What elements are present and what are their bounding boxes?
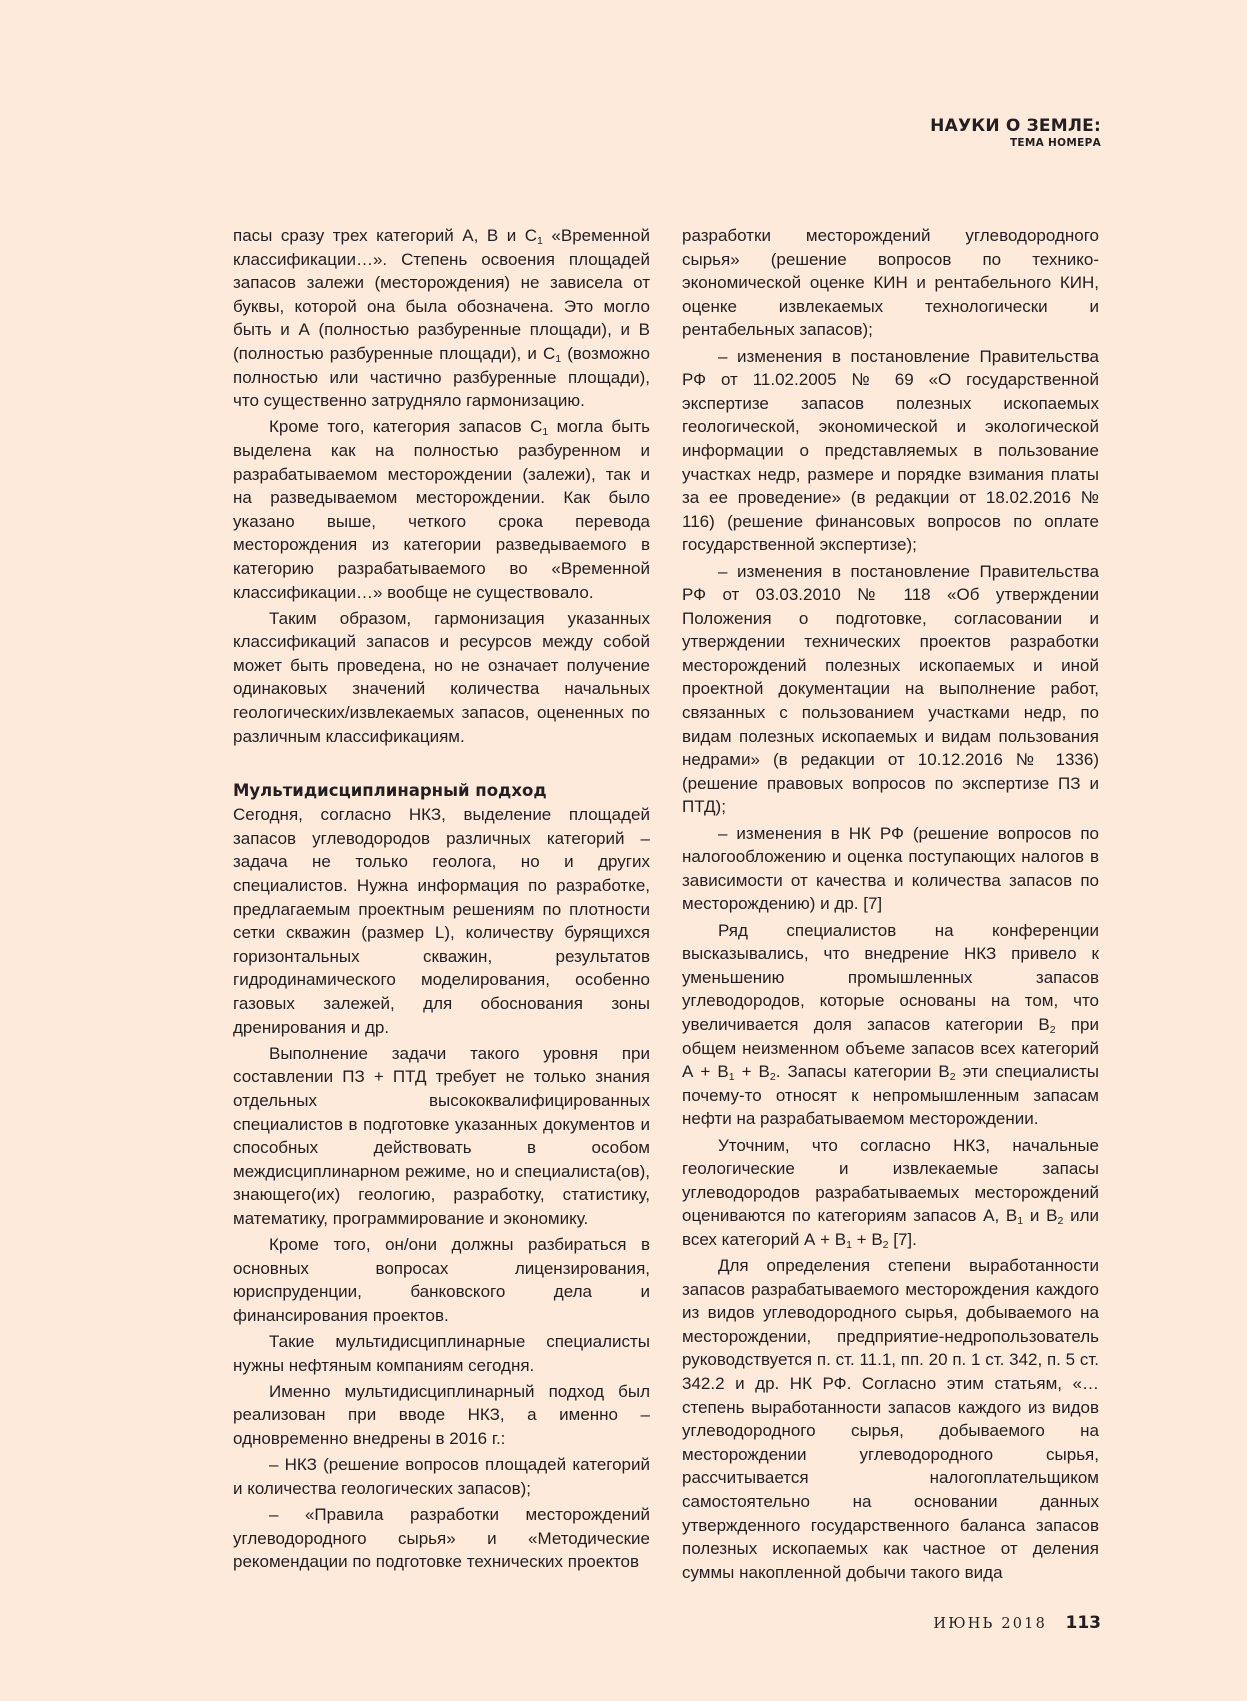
body-paragraph: – изменения в НК РФ (решение вопросов по налогообложению и оценка поступающих налогов в зависимости от качества и количества запасов по месторождению) и др. [7]: [682, 823, 1099, 914]
body-paragraph: Именно мультидисциплинарный подход был реализован при вводе НКЗ, а именно – одновременно внедрены в 2016 г.:: [233, 1381, 650, 1449]
body-paragraph: Кроме того, он/они должны разбираться в основных вопросах лицензирования, юриспруденции, банковского дела и финансирования проектов.: [233, 1235, 650, 1325]
body-paragraph: Кроме того, категория запасов $С_1$ могла быть выделена как на полностью разбуренном и разрабатываемом месторождении (залежи), так и на разведываемом месторождении. Как было указано выше, четкого срока перевода месторождения из категории разведываемого в категорию разрабатываемого во «Временной классификации…» вообще не существовало.: [233, 417, 650, 602]
body-paragraph: Для определения степени выработанности запасов разрабатываемого месторождения каждого из видов углеводородного сырья, добываемого на месторождении, предприятие-недропользователь руководствуется п. ст. 11.1, пп. 20 п. 1 ст. 342, п. 5 ст. 342.2 и др. НК РФ. Согласно этим статьям, «…степень выработанности запасов каждого из видов углеводородного сырья, добываемого на месторождении углеводородного сырья, рассчитывается налогоплательщиком самостоятельно на основании данных утвержденного государственного баланса запасов полезных ископаемых как частное от деления суммы накопленной добычи такого вида: [682, 1256, 1099, 1582]
text-column-right: [682, 224, 1099, 1587]
section-subtitle: ТЕМА НОМЕРА: [1009, 137, 1101, 149]
page-number: 113: [1065, 1613, 1101, 1633]
issue-date: ИЮНЬ 2018: [933, 1616, 1048, 1632]
text-column-left: [233, 224, 650, 1576]
body-paragraph: Ряд специалистов на конференции высказывались, что внедрение НКЗ привело к уменьшению промышленных запасов углеводородов, которые основаны на том, что увеличивается доля запасов категории $В_2$ при общем неизменном объеме запасов всех категорий $А + В_1 + В_2$. Запасы категории $В_2$ эти специалисты почему-то относят к непромышленным запасам нефти на разрабатываемом месторождении.: [682, 920, 1099, 1129]
body-paragraph: Такие мультидисциплинарные специалисты нужны нефтяным компаниям сегодня.: [233, 1332, 650, 1375]
body-paragraph: Сегодня, согласно НКЗ, выделение площадей запасов углеводородов различных категорий – задача не только геолога, но и других специалистов. Нужна информация по разработке, предлагаемым проектным решениям по плотности сетки скважин (размер L), количеству бурящихся горизонтальных скважин, результатов гидродинамического моделирования, особенно газовых залежей, для обоснования зоны дренирования и др.: [233, 805, 650, 1037]
section-heading: Мультидисциплинарный подход: [233, 781, 547, 801]
body-paragraph: – изменения в постановление Правительства РФ от 11.02.2005 № 69 «О государственной экспертизе запасов полезных ископаемых геологической, экономической и экологической информации о представляемых в пользование участках недр, размере и порядке взимания платы за ее проведение» (в редакции от 18.02.2016 № 116) (решение финансовых вопросов по оплате государственной экспертизе);: [682, 346, 1099, 555]
body-paragraph: Таким образом, гармонизация указанных классификаций запасов и ресурсов между собой может быть проведена, но не означает получение одинаковых значений количества начальных геологических/извлекаемых запасов, оцененных по различным классификациям.: [233, 608, 650, 746]
body-paragraph: пасы сразу трех категорий А, В и $С_1$ «Временной классификации…». Степень освоения площадей запасов залежи (месторождения) не зависела от буквы, которой она была обозначена. Это могло быть и А (полностью разбуренные площади), и В (полностью разбуренные площади), и $С_1$ (возможно полностью или частично разбуренные площади), что существенно затрудняло гармонизацию.: [233, 226, 651, 411]
body-paragraph: Уточним, что согласно НКЗ, начальные геологические и извлекаемые запасы углеводородов разрабатываемых месторождений оцениваются по категориям запасов А, $В_1$ и $В_2$ или всех категорий $А + В_1 + В_2$ [7].: [682, 1135, 1100, 1252]
body-paragraph: – НКЗ (решение вопросов площадей категорий и количества геологических запасов);: [233, 1455, 650, 1498]
page-footer: [933, 1613, 1101, 1633]
body-paragraph: разработки месторождений углеводородного сырья» (решение вопросов по технико-экономической оценке КИН и рентабельного КИН, оценке извлекаемых технологически и рентабельных запасов);: [682, 226, 1099, 340]
body-paragraph: – «Правила разработки месторождений углеводородного сырья» и «Методические рекомендации по подготовке технических проектов: [233, 1505, 650, 1572]
section-title: НАУКИ О ЗЕМЛЕ:: [930, 116, 1101, 136]
body-paragraph: – изменения в постановление Правительства РФ от 03.03.2010 № 118 «Об утверждении Положения о подготовке, согласовании и утверждении технических проектов разработки месторождений полезных ископаемых и иной проектной документации на выполнение работ, связанных с пользованием участками недр, по видам полезных ископаемых и видам пользования недрами» (в редакции от 10.12.2016 № 1336) (решение правовых вопросов по экспертизе ПЗ и ПТД);: [682, 561, 1099, 817]
body-paragraph: Выполнение задачи такого уровня при составлении ПЗ + ПТД требует не только знания отдельных высококвалифицированных специалистов в подготовке указанных документов и способных действовать в особом междисциплинарном режиме, но и специалиста(ов), знающего(их) геологию, разработку, статистику, математику, программирование и экономику.: [233, 1043, 650, 1228]
section-header: [930, 116, 1101, 149]
